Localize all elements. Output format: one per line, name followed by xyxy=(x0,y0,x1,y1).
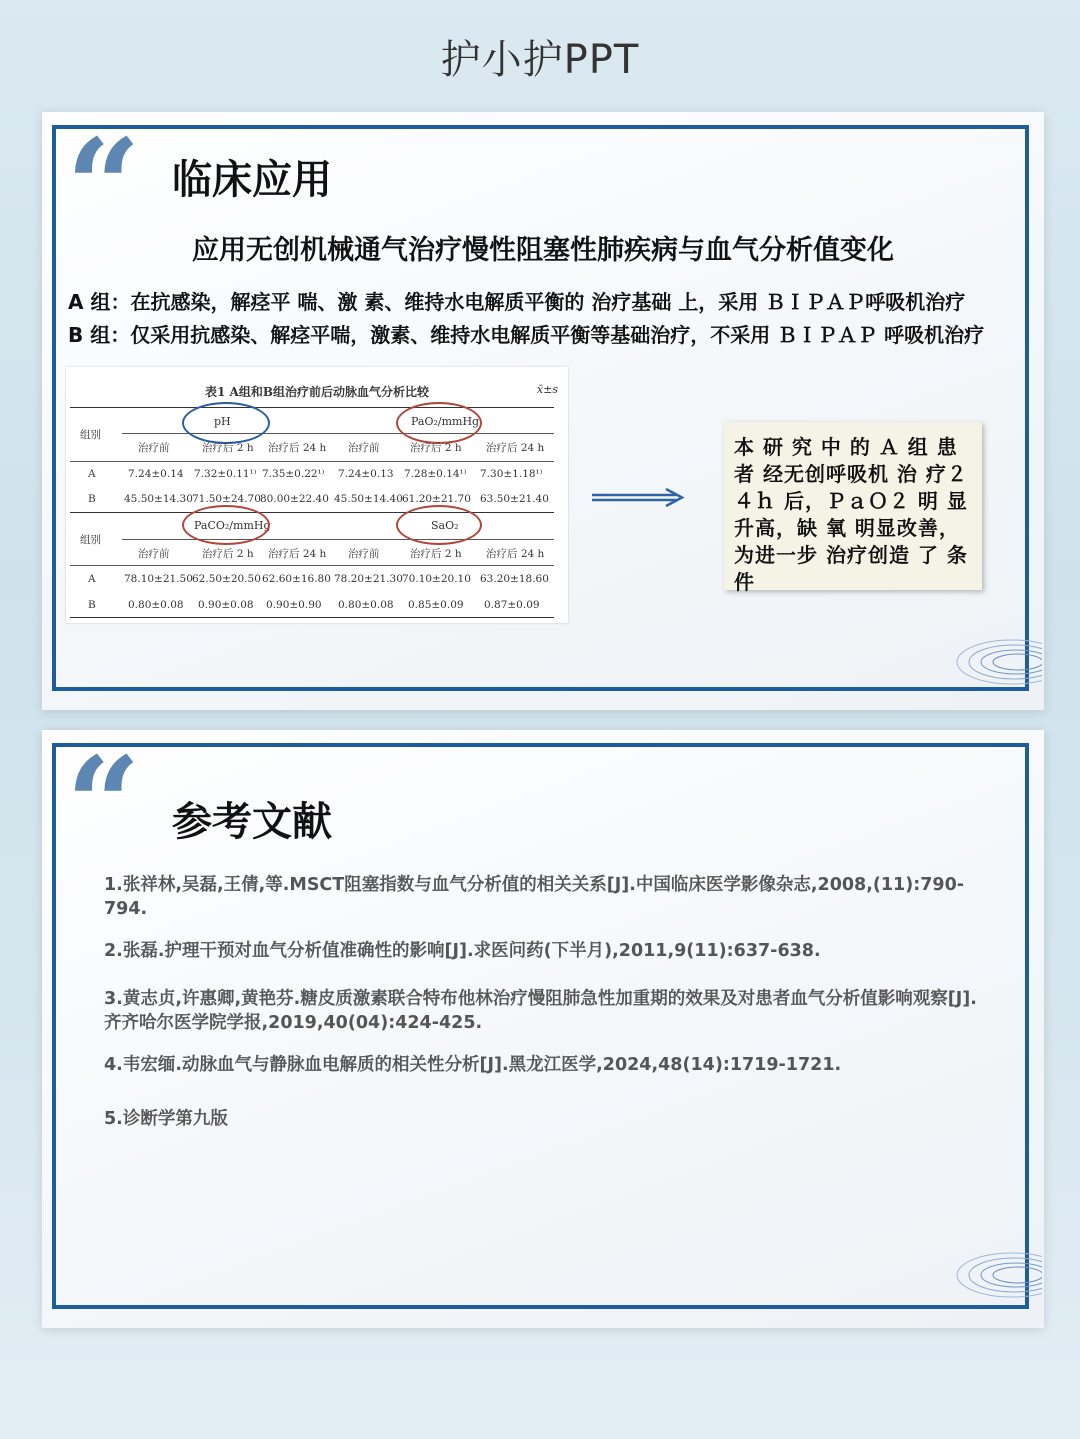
table-cell: 78.20±21.30 xyxy=(334,573,403,585)
table-rule xyxy=(70,617,554,618)
table-cell: 78.10±21.50 xyxy=(124,573,193,585)
right-arrow-icon xyxy=(590,488,686,508)
time-header: 治疗前 xyxy=(138,442,170,454)
reference-list xyxy=(104,873,994,1149)
ph-highlight-circle xyxy=(182,402,270,444)
reference-item: 4.韦宏缅.动脉血气与静脉血电解质的相关性分析[J].黑龙江医学,2024,48(14):1719-1721. xyxy=(104,1055,842,1075)
table-cell: 7.32±0.11¹⁾ xyxy=(194,468,257,480)
paco2-highlight-circle xyxy=(182,505,270,545)
reference-item: 3.黄志贞,许惠卿,黄艳芬.糖皮质激素联合特布他林治疗慢阻肺急性加重期的效果及对患者血气分析值影响观察[J].齐齐哈尔医学院学报,2019,40(04):424-425. xyxy=(104,989,977,1033)
param-pao2: PaO₂/mmHg xyxy=(411,415,480,428)
row-group-label: B xyxy=(88,493,96,505)
pao2-highlight-circle xyxy=(396,402,482,444)
table-cell: 0.80±0.08 xyxy=(338,599,394,611)
time-header: 治疗前 xyxy=(348,548,380,560)
group-a-description: A 组：在抗感染，解痉平 喘、激 素、维持水电解质平衡的 治疗基础 上，采用 ＢＩＰＡＰ呼吸机治疗 xyxy=(68,290,966,314)
table-cell: 62.50±20.50 xyxy=(192,573,261,585)
table-cell: 70.10±20.10 xyxy=(402,573,471,585)
slide-clinical-application xyxy=(42,112,1044,710)
table-cell: 80.00±22.40 xyxy=(260,493,329,505)
slide-heading: 临床应用 xyxy=(172,157,332,203)
page-title: 护小护PPT xyxy=(440,37,640,83)
group-column-header: 组别 xyxy=(80,534,101,546)
table-rule xyxy=(122,539,554,540)
table-cell: 63.50±21.40 xyxy=(480,493,549,505)
param-ph: pH xyxy=(214,415,231,428)
table-cell: 62.60±16.80 xyxy=(262,573,331,585)
table-cell: 71.50±24.70 xyxy=(192,493,261,505)
table-caption: 表1 A组和B组治疗前后动脉血气分析比较 xyxy=(205,385,429,399)
table-cell: 7.35±0.22¹⁾ xyxy=(262,468,325,480)
blood-gas-table xyxy=(66,367,568,623)
table-cell: 61.20±21.70 xyxy=(402,493,471,505)
table-rule xyxy=(70,565,554,566)
table-cell: 7.30±1.18¹⁾ xyxy=(480,468,543,480)
row-group-label: A xyxy=(88,468,96,480)
quote-mark-icon: “ xyxy=(66,728,141,881)
param-sao2: SaO₂ xyxy=(431,519,459,532)
swirl-decoration-icon xyxy=(942,1240,1042,1310)
quote-mark-icon: “ xyxy=(66,110,141,263)
table-cell: 0.90±0.90 xyxy=(266,599,322,611)
time-header: 治疗后 2 h xyxy=(202,442,254,454)
table-rule xyxy=(70,407,554,408)
time-header: 治疗后 2 h xyxy=(410,442,462,454)
time-header: 治疗后 2 h xyxy=(202,548,254,560)
time-header: 治疗前 xyxy=(348,442,380,454)
table-cell: 63.20±18.60 xyxy=(480,573,549,585)
group-b-description: B 组：仅采用抗感染、解痉平喘，激素、维持水电解质平衡等基础治疗，不采用 ＢＩＰＡＰ 呼吸机治疗 xyxy=(68,323,985,347)
row-group-label: B xyxy=(88,599,96,611)
table-rule xyxy=(70,461,554,462)
table-cell: 0.87±0.09 xyxy=(484,599,540,611)
row-group-label: A xyxy=(88,573,96,585)
table-unit: x̄±s xyxy=(536,383,558,396)
group-column-header: 组别 xyxy=(80,429,101,441)
table-cell: 7.28±0.14¹⁾ xyxy=(404,468,467,480)
slide-references xyxy=(42,730,1044,1328)
table-cell: 7.24±0.13 xyxy=(338,468,394,480)
table-cell: 45.50±14.30 xyxy=(124,493,193,505)
param-paco2: PaCO₂/mmHg xyxy=(194,519,271,532)
table-cell: 0.85±0.09 xyxy=(408,599,464,611)
table-rule xyxy=(70,512,554,513)
reference-item: 1.张祥林,吴磊,王倩,等.MSCT阻塞指数与血气分析值的相关关系[J].中国临床医学影像杂志,2008,(11):790-794. xyxy=(104,875,965,919)
slide-subtitle: 应用无创机械通气治疗慢性阻塞性肺疾病与血气分析值变化 xyxy=(192,235,894,266)
sao2-highlight-circle xyxy=(396,505,482,545)
table-cell: 0.90±0.08 xyxy=(198,599,254,611)
time-header: 治疗后 24 h xyxy=(268,548,327,560)
time-header: 治疗后 24 h xyxy=(268,442,327,454)
time-header: 治疗前 xyxy=(138,548,170,560)
time-header: 治疗后 24 h xyxy=(486,442,545,454)
table-cell: 0.80±0.08 xyxy=(128,599,184,611)
table-cell: 45.50±14.40 xyxy=(334,493,403,505)
table-cell: 7.24±0.14 xyxy=(128,468,184,480)
time-header: 治疗后 2 h xyxy=(410,548,462,560)
conclusion-note: 本 研 究 中 的 Ａ 组 患 者 经无创呼吸机 治 疗２４ｈ 后，ＰａＯ２ 明 显升高，缺 氧 明显改善，为进一步 治疗创造 了 条 件 xyxy=(724,422,982,590)
slide-heading: 参考文献 xyxy=(172,799,332,845)
reference-item: 2.张磊.护理干预对血气分析值准确性的影响[J].求医问药(下半月),2011,9(11):637-638. xyxy=(104,941,821,961)
time-header: 治疗后 24 h xyxy=(486,548,545,560)
reference-item: 5.诊断学第九版 xyxy=(104,1109,228,1129)
swirl-decoration-icon xyxy=(942,627,1042,697)
